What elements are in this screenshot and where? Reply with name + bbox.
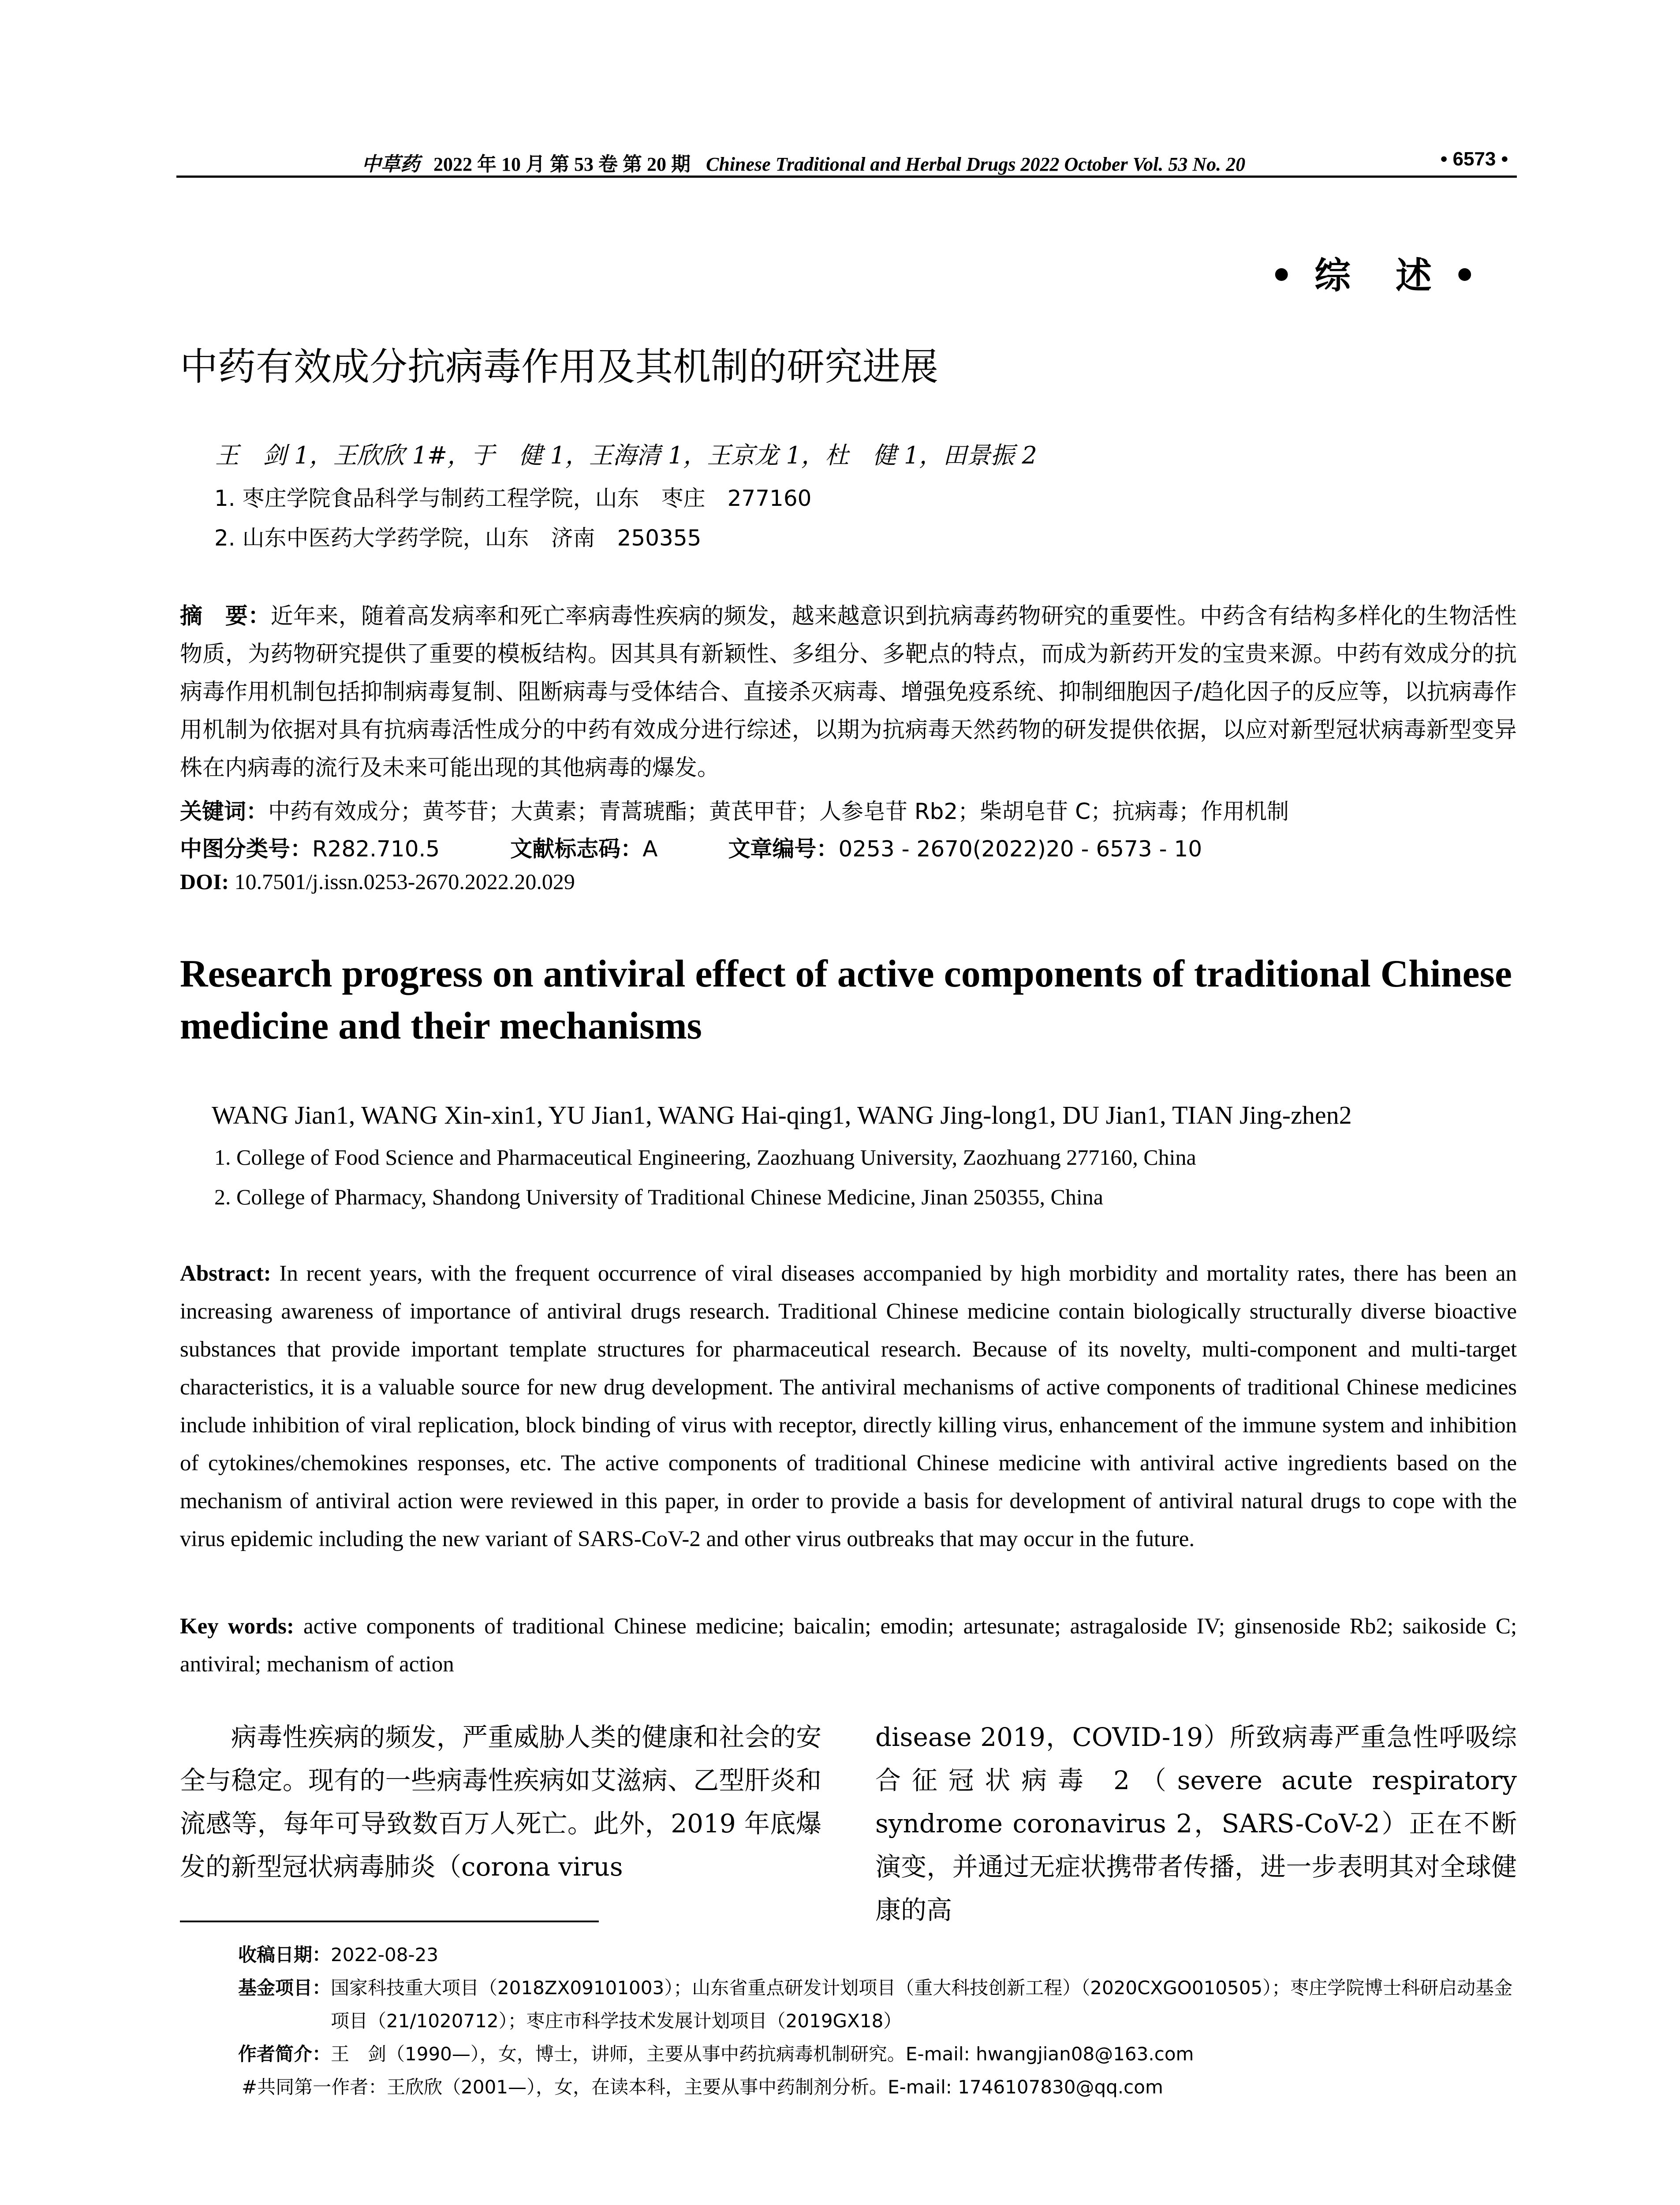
article-title-cn: 中药有效成分抗病毒作用及其机制的研究进展	[180, 345, 938, 389]
affiliation-cn-2: 2. 山东中医药大学药学院，山东 济南 250355	[214, 525, 702, 551]
author-bio-label: 作者简介：	[238, 2043, 331, 2065]
affiliation-en-1: 1. College of Food Science and Pharmaceutical Engineering, Zaozhuang University, Zaozhuang 277160, China	[214, 1145, 1196, 1170]
clc-label: 中图分类号：	[180, 836, 312, 862]
affiliation-en-2: 2. College of Pharmacy, Shandong University of Traditional Chinese Medicine, Jinan 250355, China	[214, 1185, 1103, 1209]
journal-name-cn: 中草药	[362, 153, 420, 176]
authors-cn: 王 剑 1，王欣欣 1#，于 健 1，王海清 1，王京龙 1，杜 健 1，田景振 2	[215, 441, 1037, 469]
keywords-cn-label: 关键词：	[180, 799, 268, 824]
footnote-received	[238, 1938, 1517, 1971]
abstract-en-label: Abstract:	[180, 1261, 271, 1286]
authors-en: WANG Jian1, WANG Xin-xin1, YU Jian1, WANG Hai-qing1, WANG Jing-long1, DU Jian1, TIAN Jing-zhen2	[212, 1101, 1352, 1129]
footnote-cofirst	[238, 2070, 1517, 2104]
section-label: • 综 述 •	[1270, 255, 1481, 297]
footnote-divider	[180, 1921, 599, 1922]
issue-info-cn: 2022 年 10 月 第 53 卷 第 20 期	[433, 153, 691, 175]
author-bio-text: 王 剑（1990—），女，博士，讲师，主要从事中药抗病毒机制研究。E-mail: hwangjian08@163.com	[331, 2043, 1194, 2065]
doc-code-value: A	[642, 836, 658, 862]
keywords-en-text: active components of traditional Chinese medicine; baicalin; emodin; artesunate; astragaloside IV; ginsenoside Rb2; saikoside C; antiviral; mechanism of action	[180, 1614, 1517, 1677]
keywords-cn-text: 中药有效成分；黄芩苷；大黄素；青蒿琥酯；黄芪甲苷；人参皂苷 Rb2；柴胡皂苷 C；抗病毒；作用机制	[268, 799, 1289, 824]
page-number: • 6573 •	[1440, 148, 1508, 170]
abstract-en	[180, 1255, 1517, 1558]
keywords-cn	[180, 794, 1289, 826]
abstract-cn-label: 摘 要：	[180, 603, 271, 629]
fund-label: 基金项目：	[238, 1977, 331, 1999]
header-journal-info	[362, 148, 1245, 176]
abstract-en-text: In recent years, with the frequent occurrence of viral diseases accompanied by high morbidity and mortality rates, there has been an increasing awareness of importance of antiviral drugs research. Traditional Chinese medicine contain biologically structurally diverse bioactive substances that provide important template structures for pharmaceutical research. Because of its novelty, multi-component and multi-target characteristics, it is a valuable source for new drug development. The antiviral mechanisms of active components of traditional Chinese medicines include inhibition of viral replication, block binding of virus with receptor, directly killing virus, enhancement of the immune system and inhibition of cytokines/chemokines responses, etc. The active components of traditional Chinese medicine with antiviral active ingredients based on the mechanism of antiviral action were reviewed in this paper, in order to provide a basis for development of antiviral natural drugs to cope with the virus epidemic including the new variant of SARS-CoV-2 and other virus outbreaks that may occur in the future.	[180, 1261, 1517, 1551]
affiliation-cn-1: 1. 枣庄学院食品科学与制药工程学院，山东 枣庄 277160	[214, 486, 812, 511]
doi-value: 10.7501/j.issn.0253-2670.2022.20.029	[234, 869, 575, 894]
cofirst-author-note: #共同第一作者：王欣欣（2001—），女，在读本科，主要从事中药制剂分析。E-mail: 1746107830@qq.com	[242, 2076, 1163, 2098]
keywords-en-label: Key words:	[180, 1614, 294, 1639]
article-no-label: 文章编号：	[728, 836, 839, 862]
keywords-en	[180, 1607, 1517, 1683]
abstract-cn-text: 近年来，随着高发病率和死亡率病毒性疾病的频发，越来越意识到抗病毒药物研究的重要性。中药含有结构多样化的生物活性物质，为药物研究提供了重要的模板结构。因其具有新颖性、多组分、多靶点的特点，而成为新药开发的宝贵来源。中药有效成分的抗病毒作用机制包括抑制病毒复制、阻断病毒与受体结合、直接杀灭病毒、增强免疫系统、抑制细胞因子/趋化因子的反应等，以抗病毒作用机制为依据对具有抗病毒活性成分的中药有效成分进行综述，以期为抗病毒天然药物的研发提供依据，以应对新型冠状病毒新型变异株在内病毒的流行及未来可能出现的其他病毒的爆发。	[180, 603, 1517, 781]
issue-info-en: Chinese Traditional and Herbal Drugs 2022 October Vol. 53 No. 20	[706, 153, 1246, 175]
clc-value: R282.710.5	[312, 836, 440, 862]
body-column-left: 病毒性疾病的频发，严重威胁人类的健康和社会的安全与稳定。现有的一些病毒性疾病如艾滋病、乙型肝炎和流感等，每年可导致数百万人死亡。此外，2019 年底爆发的新型冠状病毒肺炎（corona virus	[180, 1722, 821, 1882]
doi-label: DOI:	[180, 869, 229, 894]
abstract-cn	[180, 598, 1517, 787]
footnotes	[238, 1938, 1517, 2104]
article-no-value: 0253 - 2670(2022)20 - 6573 - 10	[838, 836, 1202, 862]
classification-line	[180, 831, 1202, 863]
fund-text: 国家科技重大项目（2018ZX09101003）；山东省重点研发计划项目（重大科技创新工程）（2020CXGO010505）；枣庄学院博士科研启动基金项目（21/1020712）；枣庄市科学技术发展计划项目（2019GX18）	[331, 1977, 1513, 2032]
received-label: 收稿日期：	[238, 1944, 331, 1966]
footnote-author	[238, 2037, 1517, 2070]
running-header	[176, 140, 1517, 178]
footnote-fund	[238, 1971, 1517, 2037]
received-date: 2022-08-23	[331, 1944, 439, 1966]
body-column-right: disease 2019，COVID-19）所致病毒严重急性呼吸综合征冠状病毒 2（severe acute respiratory syndrome coronavirus 2，SARS-CoV-2）正在不断演变，并通过无症状携带者传播，进一步表明其对全球健康的高	[875, 1722, 1517, 1925]
doi-line	[180, 869, 575, 894]
article-title-en: Research progress on antiviral effect of active components of traditional Chinese medicine and their mechanisms	[180, 953, 1512, 1047]
doc-code-label: 文献标志码：	[510, 836, 643, 862]
